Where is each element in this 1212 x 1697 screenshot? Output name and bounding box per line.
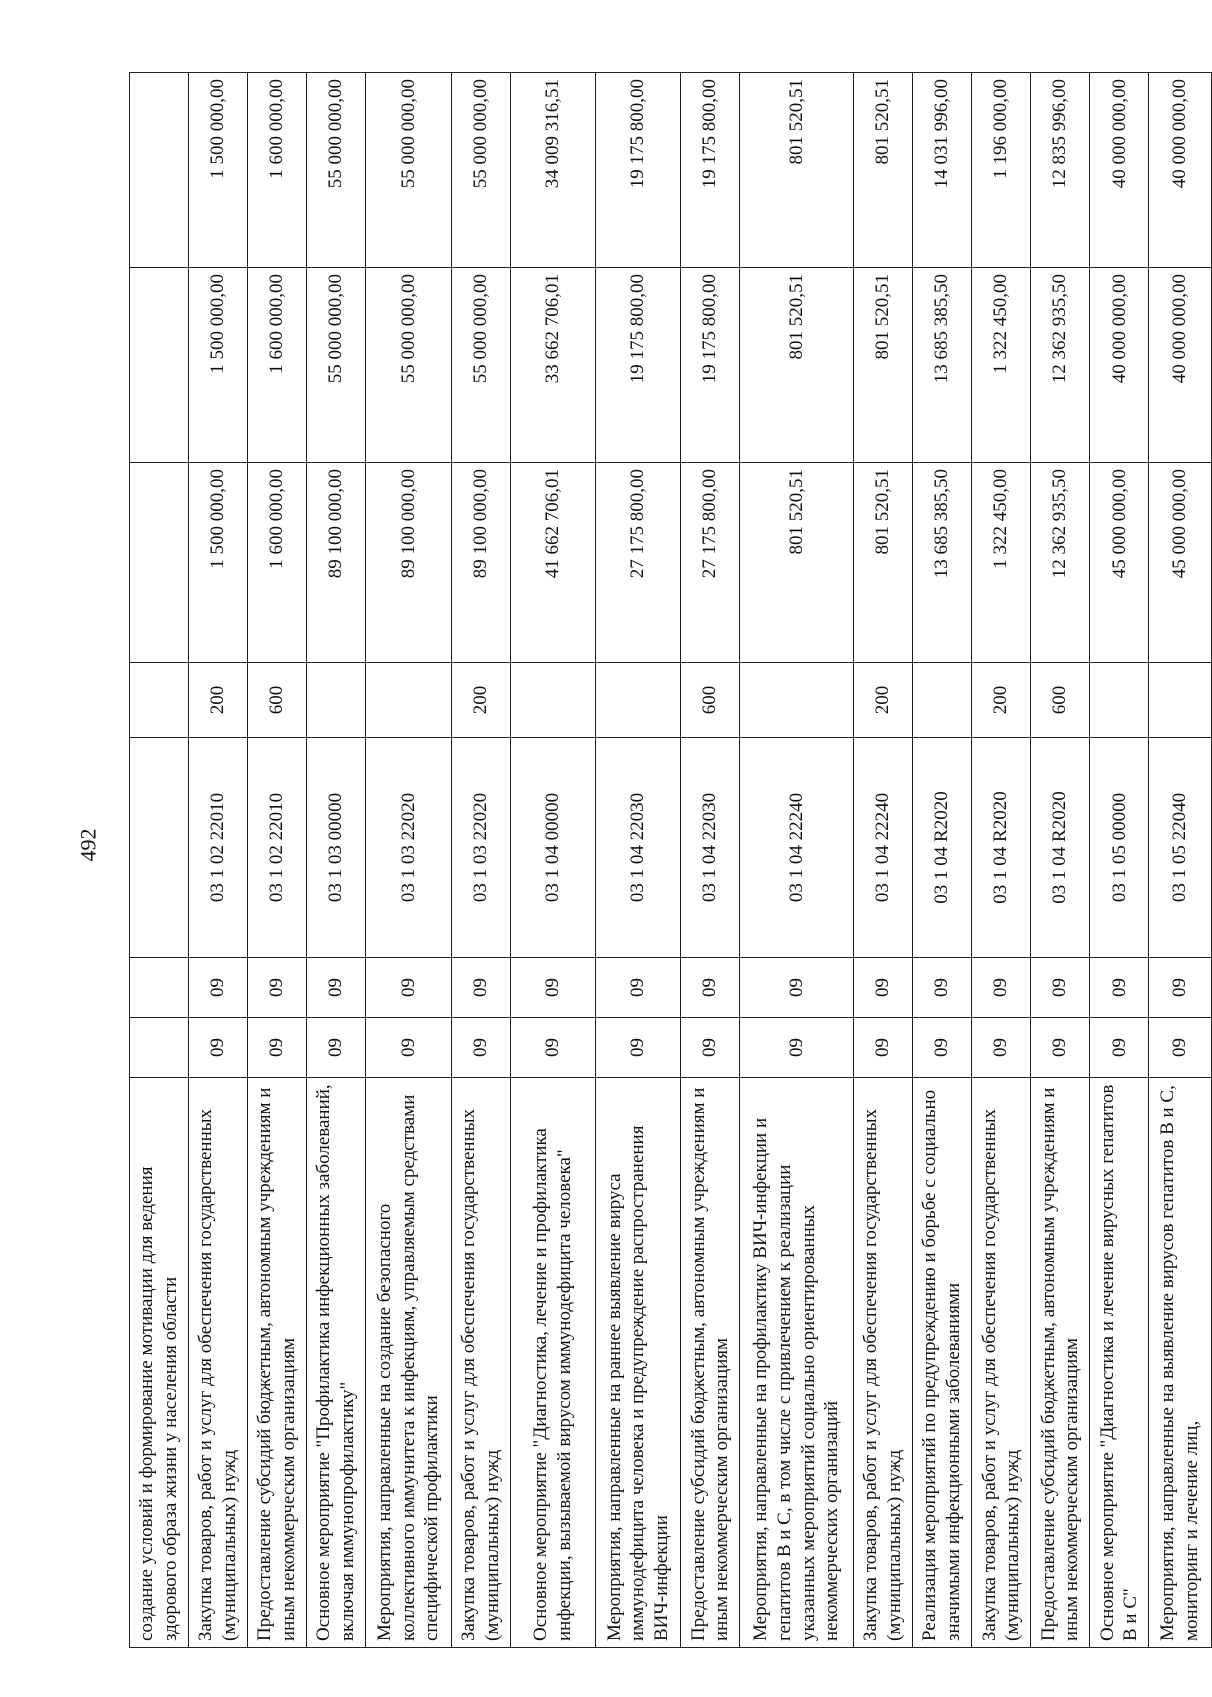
budget-table [129, 72, 1212, 1648]
amount-year-1: 1 322 450,00 [972, 463, 1031, 663]
amount-year-3: 40 000 000,00 [1149, 73, 1212, 268]
amount-year-1: 1 600 000,00 [248, 463, 307, 663]
amount-year-2: 1 600 000,00 [248, 268, 307, 463]
amount-year-1: 89 100 000,00 [451, 463, 510, 663]
table-row [1031, 73, 1090, 1648]
target-article-code: 03 1 04 22240 [854, 738, 913, 958]
subsection-code: 09 [1090, 958, 1149, 1018]
expense-type-code: 200 [451, 663, 510, 738]
row-name: Основное мероприятие "Диагностика и лечение вирусных гепатитов В и С" [1090, 1078, 1149, 1648]
section-code: 09 [366, 1018, 451, 1078]
table-row [1090, 73, 1149, 1648]
target-article-code: 03 1 04 00000 [510, 738, 595, 958]
section-code: 09 [740, 1018, 854, 1078]
amount-year-2: 33 662 706,01 [510, 268, 595, 463]
section-code: 09 [854, 1018, 913, 1078]
amount-year-2: 13 685 385,50 [913, 268, 972, 463]
target-article-code: 03 1 04 22240 [740, 738, 854, 958]
section-code [130, 1018, 189, 1078]
section-code: 09 [510, 1018, 595, 1078]
subsection-code: 09 [854, 958, 913, 1018]
amount-year-1: 89 100 000,00 [307, 463, 366, 663]
expense-type-code [595, 663, 680, 738]
subsection-code: 09 [595, 958, 680, 1018]
amount-year-2: 19 175 800,00 [681, 268, 740, 463]
amount-year-3: 801 520,51 [854, 73, 913, 268]
table-row [130, 73, 189, 1648]
subsection-code: 09 [189, 958, 248, 1018]
subsection-code: 09 [307, 958, 366, 1018]
row-name: Мероприятия, направленные на выявление вирусов гепатитов В и С, мониторинг и лечение лиц, [1149, 1078, 1212, 1648]
row-name: Основное мероприятие "Диагностика, лечение и профилактика инфекции, вызываемой вирусом иммунодефицита человека" [510, 1078, 595, 1648]
amount-year-2: 55 000 000,00 [366, 268, 451, 463]
target-article-code: 03 1 02 22010 [189, 738, 248, 958]
section-code: 09 [307, 1018, 366, 1078]
table-row [913, 73, 972, 1648]
subsection-code: 09 [740, 958, 854, 1018]
amount-year-3: 19 175 800,00 [595, 73, 680, 268]
subsection-code: 09 [681, 958, 740, 1018]
amount-year-3: 12 835 996,00 [1031, 73, 1090, 268]
row-name: Закупка товаров, работ и услуг для обеспечения государственных (муниципальных) нужд [854, 1078, 913, 1648]
table-row [451, 73, 510, 1648]
subsection-code: 09 [913, 958, 972, 1018]
section-code: 09 [972, 1018, 1031, 1078]
expense-type-code: 600 [681, 663, 740, 738]
section-code: 09 [1090, 1018, 1149, 1078]
expense-type-code [510, 663, 595, 738]
row-name: Закупка товаров, работ и услуг для обеспечения государственных (муниципальных) нужд [972, 1078, 1031, 1648]
amount-year-3: 801 520,51 [740, 73, 854, 268]
amount-year-1: 801 520,51 [854, 463, 913, 663]
section-code: 09 [1149, 1018, 1212, 1078]
target-article-code: 03 1 03 00000 [307, 738, 366, 958]
amount-year-1: 45 000 000,00 [1090, 463, 1149, 663]
amount-year-1: 27 175 800,00 [595, 463, 680, 663]
section-code: 09 [913, 1018, 972, 1078]
amount-year-3: 40 000 000,00 [1090, 73, 1149, 268]
expense-type-code [366, 663, 451, 738]
amount-year-2: 40 000 000,00 [1149, 268, 1212, 463]
subsection-code: 09 [972, 958, 1031, 1018]
section-code: 09 [451, 1018, 510, 1078]
rotated-table-wrapper [129, 73, 1212, 1648]
amount-year-3: 1 600 000,00 [248, 73, 307, 268]
target-article-code [130, 738, 189, 958]
table-row [854, 73, 913, 1648]
expense-type-code: 600 [248, 663, 307, 738]
amount-year-2: 55 000 000,00 [307, 268, 366, 463]
amount-year-1: 41 662 706,01 [510, 463, 595, 663]
amount-year-2: 801 520,51 [740, 268, 854, 463]
amount-year-3: 14 031 996,00 [913, 73, 972, 268]
row-name: Мероприятия, направленные на профилактику ВИЧ-инфекции и гепатитов В и С, в том числе с привлечением к реализации указанных мероприятий социально ориентированных некоммерческих организаций [740, 1078, 854, 1648]
target-article-code: 03 1 05 00000 [1090, 738, 1149, 958]
expense-type-code [1149, 663, 1212, 738]
row-name: Предоставление субсидий бюджетным, автономным учреждениям и иным некоммерческим организациям [681, 1078, 740, 1648]
amount-year-2: 40 000 000,00 [1090, 268, 1149, 463]
amount-year-3: 55 000 000,00 [366, 73, 451, 268]
target-article-code: 03 1 02 22010 [248, 738, 307, 958]
subsection-code: 09 [366, 958, 451, 1018]
section-code: 09 [248, 1018, 307, 1078]
table-row [1149, 73, 1212, 1648]
row-name: создание условий и формирование мотивации для ведения здорового образа жизни у населения области [130, 1078, 189, 1648]
target-article-code: 03 1 04 R2020 [913, 738, 972, 958]
amount-year-3: 55 000 000,00 [451, 73, 510, 268]
amount-year-3: 34 009 316,51 [510, 73, 595, 268]
amount-year-1: 801 520,51 [740, 463, 854, 663]
table-row [248, 73, 307, 1648]
target-article-code: 03 1 03 22020 [366, 738, 451, 958]
subsection-code [130, 958, 189, 1018]
amount-year-1 [130, 463, 189, 663]
subsection-code: 09 [1149, 958, 1212, 1018]
row-name: Мероприятия, направленные на раннее выявление вируса иммунодефицита человека и предупреждение распространения ВИЧ-инфекции [595, 1078, 680, 1648]
row-name: Предоставление субсидий бюджетным, автономным учреждениям и иным некоммерческим организациям [248, 1078, 307, 1648]
amount-year-1: 1 500 000,00 [189, 463, 248, 663]
amount-year-1: 12 362 935,50 [1031, 463, 1090, 663]
expense-type-code [130, 663, 189, 738]
table-row [510, 73, 595, 1648]
table-row [740, 73, 854, 1648]
section-code: 09 [595, 1018, 680, 1078]
expense-type-code: 200 [972, 663, 1031, 738]
subsection-code: 09 [510, 958, 595, 1018]
subsection-code: 09 [1031, 958, 1090, 1018]
amount-year-3: 55 000 000,00 [307, 73, 366, 268]
table-row [366, 73, 451, 1648]
table-row [595, 73, 680, 1648]
amount-year-3: 19 175 800,00 [681, 73, 740, 268]
amount-year-3 [130, 73, 189, 268]
subsection-code: 09 [451, 958, 510, 1018]
row-name: Реализация мероприятий по предупреждению и борьбе с социально значимыми инфекционными заболеваниями [913, 1078, 972, 1648]
amount-year-2: 55 000 000,00 [451, 268, 510, 463]
amount-year-2: 12 362 935,50 [1031, 268, 1090, 463]
amount-year-1: 27 175 800,00 [681, 463, 740, 663]
target-article-code: 03 1 05 22040 [1149, 738, 1212, 958]
page-number: 492 [75, 828, 101, 862]
expense-type-code [740, 663, 854, 738]
table-row [307, 73, 366, 1648]
row-name: Основное мероприятие "Профилактика инфекционных заболеваний, включая иммунопрофилактику" [307, 1078, 366, 1648]
amount-year-3: 1 500 000,00 [189, 73, 248, 268]
table-row [189, 73, 248, 1648]
subsection-code: 09 [248, 958, 307, 1018]
row-name: Закупка товаров, работ и услуг для обеспечения государственных (муниципальных) нужд [189, 1078, 248, 1648]
section-code: 09 [189, 1018, 248, 1078]
expense-type-code [307, 663, 366, 738]
amount-year-1: 13 685 385,50 [913, 463, 972, 663]
amount-year-3: 1 196 000,00 [972, 73, 1031, 268]
amount-year-2 [130, 268, 189, 463]
target-article-code: 03 1 04 22030 [681, 738, 740, 958]
target-article-code: 03 1 04 R2020 [1031, 738, 1090, 958]
section-code: 09 [681, 1018, 740, 1078]
amount-year-2: 1 500 000,00 [189, 268, 248, 463]
expense-type-code [913, 663, 972, 738]
amount-year-2: 1 322 450,00 [972, 268, 1031, 463]
amount-year-1: 45 000 000,00 [1149, 463, 1212, 663]
table-row [681, 73, 740, 1648]
table-row [972, 73, 1031, 1648]
expense-type-code: 200 [854, 663, 913, 738]
amount-year-1: 89 100 000,00 [366, 463, 451, 663]
section-code: 09 [1031, 1018, 1090, 1078]
row-name: Предоставление субсидий бюджетным, автономным учреждениям и иным некоммерческим организациям [1031, 1078, 1090, 1648]
target-article-code: 03 1 03 22020 [451, 738, 510, 958]
target-article-code: 03 1 04 22030 [595, 738, 680, 958]
row-name: Закупка товаров, работ и услуг для обеспечения государственных (муниципальных) нужд [451, 1078, 510, 1648]
expense-type-code: 200 [189, 663, 248, 738]
amount-year-2: 19 175 800,00 [595, 268, 680, 463]
expense-type-code [1090, 663, 1149, 738]
amount-year-2: 801 520,51 [854, 268, 913, 463]
target-article-code: 03 1 04 R2020 [972, 738, 1031, 958]
row-name: Мероприятия, направленные на создание безопасного коллективного иммунитета к инфекциям, управляемым средствами специфической профилактики [366, 1078, 451, 1648]
expense-type-code: 600 [1031, 663, 1090, 738]
